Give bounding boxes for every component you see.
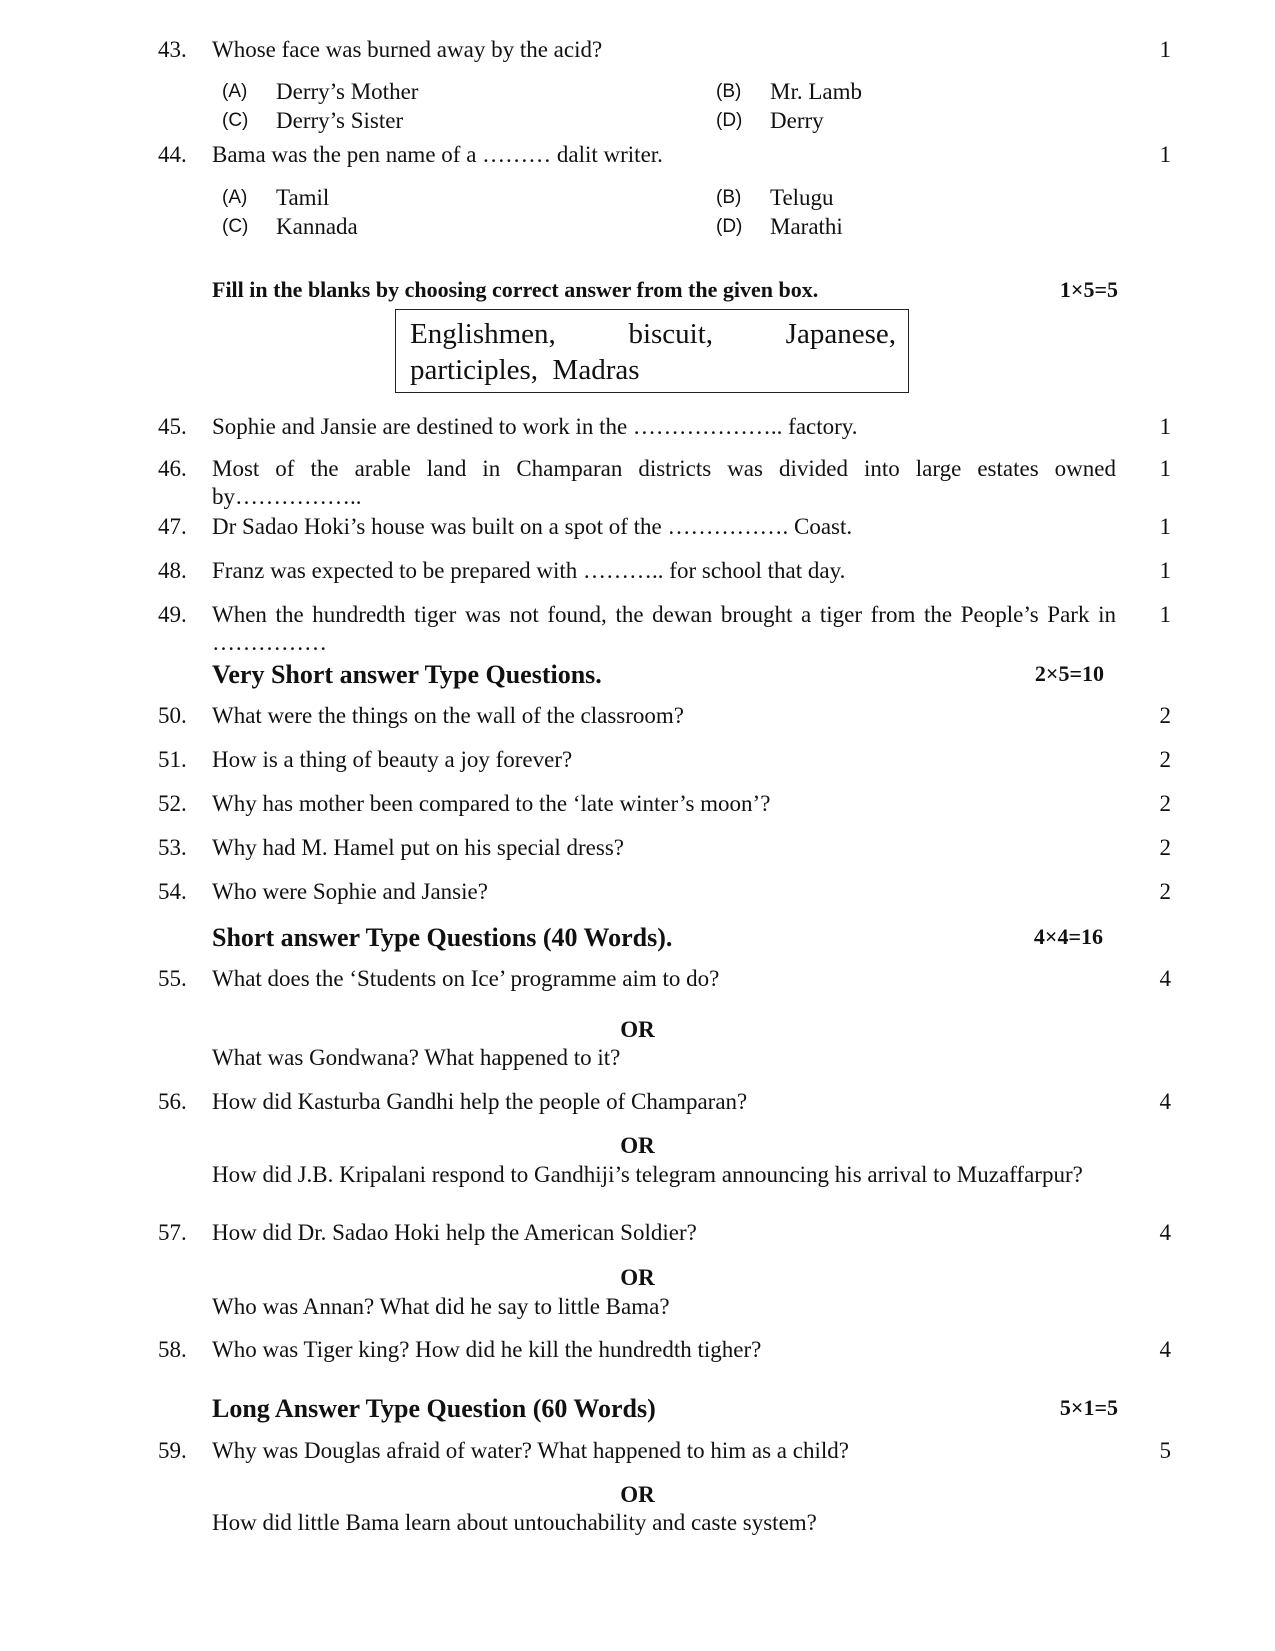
section-marks: 2×5=10 (1034, 661, 1104, 686)
section-heading: Very Short answer Type Questions. (212, 660, 602, 689)
question-number: 56. (158, 1089, 187, 1114)
question-mark: 1 (1159, 456, 1171, 481)
question-number: 51. (158, 747, 187, 772)
section-heading: Short answer Type Questions (40 Words). (212, 923, 673, 952)
section-marks: 1×5=5 (1059, 277, 1118, 302)
question-text: Whose face was burned away by the acid? (212, 37, 603, 62)
question-mark: 4 (1159, 1089, 1171, 1114)
box-word: biscuit, (628, 318, 714, 350)
question-number: 47. (158, 514, 187, 539)
option-label: (D) (716, 110, 743, 131)
question-number: 50. (158, 703, 187, 728)
question-mark: 4 (1159, 1337, 1171, 1362)
option-label: (C) (222, 110, 249, 131)
question-number: 57. (158, 1220, 187, 1245)
question-text: What does the ‘Students on Ice’ programme aim to do? (212, 966, 720, 991)
or-label: OR (620, 1265, 655, 1290)
question-mark: 1 (1159, 142, 1171, 167)
question-mark: 2 (1159, 703, 1171, 728)
option-label: (B) (716, 81, 742, 102)
or-label: OR (620, 1482, 655, 1507)
option-label: (A) (222, 81, 248, 102)
question-mark: 1 (1159, 602, 1171, 627)
question-number: 49. (158, 602, 187, 627)
option-text: Tamil (276, 185, 330, 210)
section-marks: 5×1=5 (1059, 1395, 1118, 1420)
section-heading: Long Answer Type Question (60 Words) (212, 1394, 656, 1423)
option-label: (C) (222, 216, 249, 237)
question-text: How did Kasturba Gandhi help the people of Champaran? (212, 1089, 748, 1114)
question-number: 48. (158, 558, 187, 583)
option-text: Mr. Lamb (770, 79, 862, 104)
question-mark: 5 (1159, 1438, 1171, 1463)
alternative-question: How did J.B. Kripalani respond to Gandhiji’s telegram announcing his arrival to Muzaffarpur? (212, 1162, 1083, 1187)
question-text: Most of the arable land in Champaran districts was divided into large estates owned by…………….. (212, 456, 1116, 510)
question-number: 53. (158, 835, 187, 860)
question-number: 44. (158, 142, 187, 167)
box-word: participles, (410, 354, 539, 386)
question-number: 59. (158, 1438, 187, 1463)
or-label: OR (620, 1017, 655, 1042)
alternative-question: What was Gondwana? What happened to it? (212, 1045, 621, 1070)
question-number: 54. (158, 879, 187, 904)
option-text: Kannada (276, 214, 358, 239)
question-mark: 2 (1159, 879, 1171, 904)
option-text: Derry’s Sister (276, 108, 404, 133)
section-marks: 4×4=16 (1033, 924, 1103, 949)
question-text: Dr Sadao Hoki’s house was built on a spot of the ……………. Coast. (212, 514, 853, 539)
question-text: When the hundredth tiger was not found, the dewan brought a tiger from the People’s Park in …………… (212, 602, 1116, 656)
option-label: (D) (716, 216, 743, 237)
question-mark: 1 (1159, 514, 1171, 539)
alternative-question: How did little Bama learn about untouchability and caste system? (212, 1510, 817, 1535)
question-number: 58. (158, 1337, 187, 1362)
question-text: Why had M. Hamel put on his special dress? (212, 835, 624, 860)
question-mark: 4 (1159, 966, 1171, 991)
question-text: Why has mother been compared to the ‘late winter’s moon’? (212, 791, 771, 816)
question-number: 46. (158, 456, 187, 481)
option-text: Marathi (770, 214, 843, 239)
option-text: Derry’s Mother (276, 79, 419, 104)
question-number: 45. (158, 414, 187, 439)
option-text: Telugu (770, 185, 834, 210)
question-number: 52. (158, 791, 187, 816)
option-label: (A) (222, 187, 248, 208)
word-box (395, 309, 909, 393)
question-text: Why was Douglas afraid of water? What happened to him as a child? (212, 1438, 849, 1463)
alternative-question: Who was Annan? What did he say to little Bama? (212, 1294, 670, 1319)
question-text: How is a thing of beauty a joy forever? (212, 747, 573, 772)
question-number: 43. (158, 37, 187, 62)
question-mark: 2 (1159, 835, 1171, 860)
question-text: Who were Sophie and Jansie? (212, 879, 488, 904)
question-mark: 4 (1159, 1220, 1171, 1245)
option-label: (B) (716, 187, 742, 208)
or-label: OR (620, 1133, 655, 1158)
box-word: Japanese, (785, 318, 896, 350)
question-mark: 1 (1159, 37, 1171, 62)
question-number: 55. (158, 966, 187, 991)
question-text: How did Dr. Sadao Hoki help the American Soldier? (212, 1220, 697, 1245)
section-heading: Fill in the blanks by choosing correct answer from the given box. (212, 277, 819, 302)
question-mark: 2 (1159, 791, 1171, 816)
question-text: What were the things on the wall of the classroom? (212, 703, 684, 728)
question-mark: 1 (1159, 558, 1171, 583)
question-text: Sophie and Jansie are destined to work in the ……………….. factory. (212, 414, 858, 439)
box-word: Englishmen, (410, 318, 556, 350)
option-text: Derry (770, 108, 824, 133)
question-text: Bama was the pen name of a ……… dalit writer. (212, 142, 663, 167)
question-text: Franz was expected to be prepared with ……….. for school that day. (212, 558, 846, 583)
box-word: Madras (552, 354, 640, 386)
question-text: Who was Tiger king? How did he kill the hundredth tigher? (212, 1337, 762, 1362)
question-mark: 2 (1159, 747, 1171, 772)
question-mark: 1 (1159, 414, 1171, 439)
